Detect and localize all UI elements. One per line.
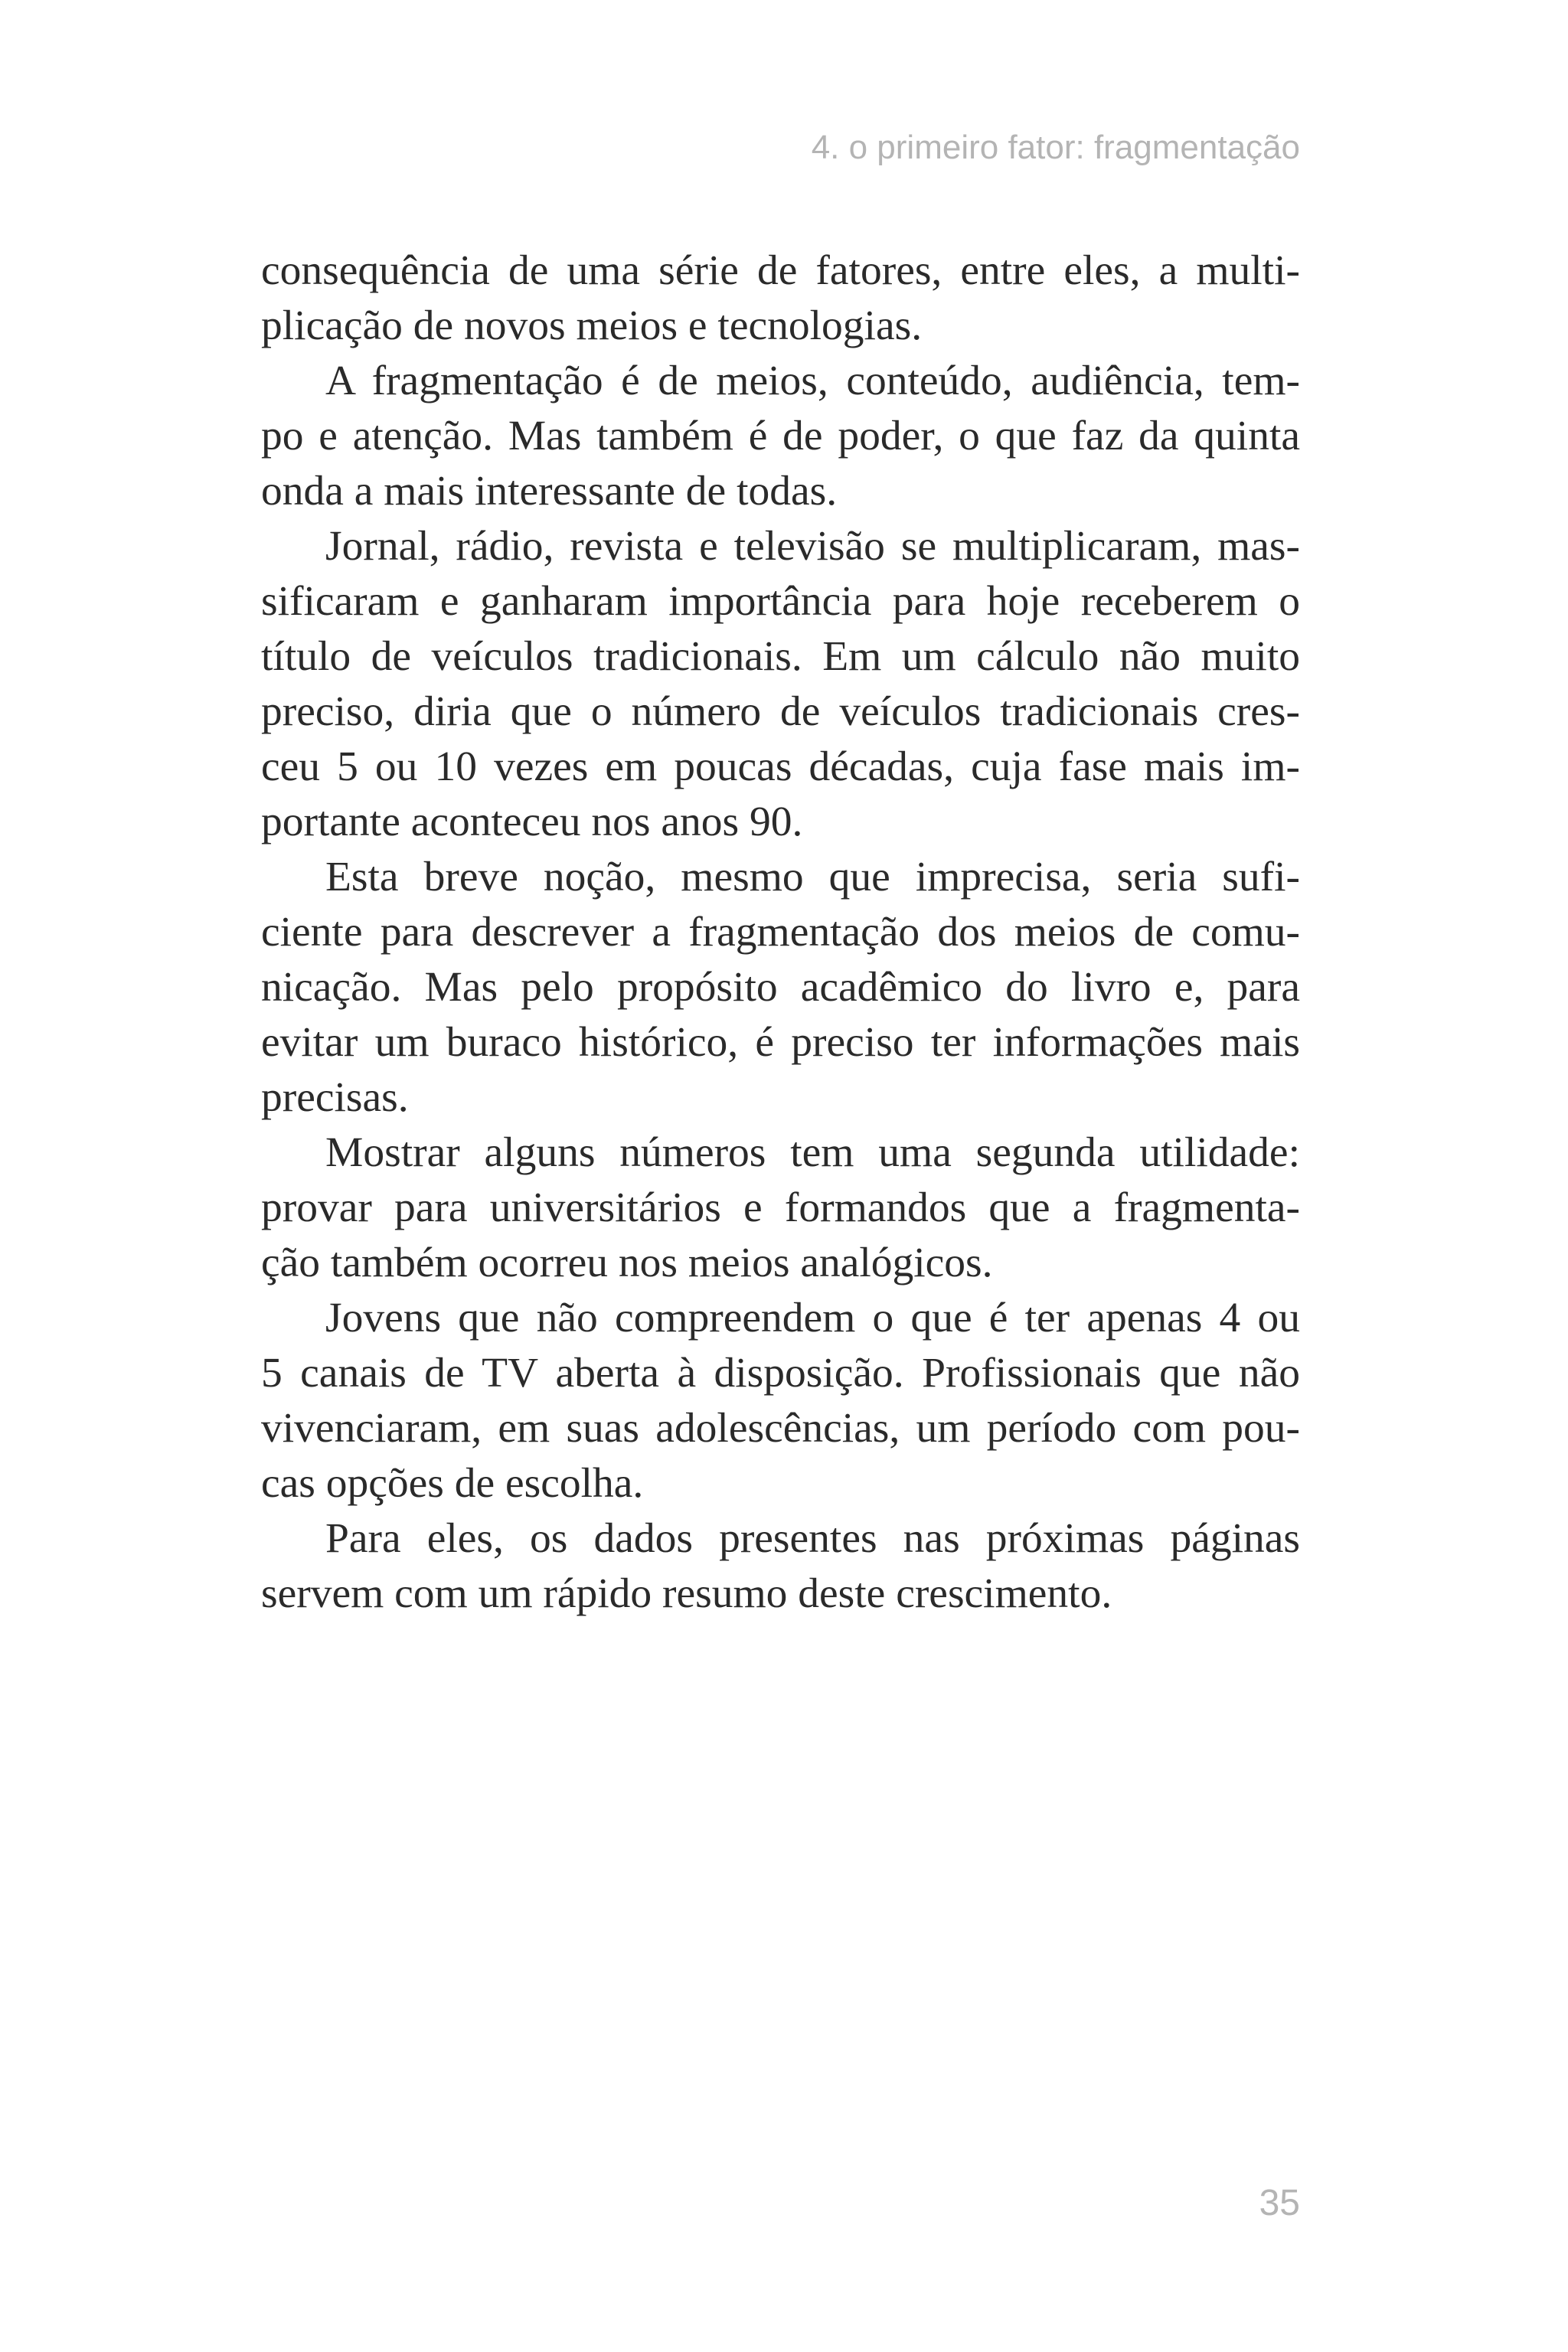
text-line: Jornal, rádio, revista e televisão se multiplicaram, mas- (325, 523, 1300, 570)
text-line: ceu 5 ou 10 vezes em poucas décadas, cuja fase mais im- (261, 743, 1300, 790)
text-line: vivenciaram, em suas adolescências, um período com pou- (261, 1405, 1300, 1452)
paragraph-2 (261, 354, 1300, 519)
text-line: cas opções de escolha. (261, 1460, 644, 1507)
text-line: provar para universitários e formandos que a fragmenta- (261, 1184, 1300, 1231)
text-line: sificaram e ganharam importância para hoje receberem o (261, 578, 1300, 625)
text-line: po e atenção. Mas também é de poder, o que faz da quinta (261, 413, 1300, 459)
text-line: ciente para descrever a fragmentação dos meios de comu- (261, 909, 1300, 956)
text-line: 5 canais de TV aberta à disposição. Profissionais que não (261, 1350, 1300, 1396)
text-line: ção também ocorreu nos meios analógicos. (261, 1240, 993, 1286)
text-line: consequência de uma série de fatores, entre eles, a multi- (261, 247, 1300, 294)
text-line: A fragmentação é de meios, conteúdo, audiência, tem- (325, 358, 1300, 404)
text-line: nicação. Mas pelo propósito acadêmico do livro e, para (261, 964, 1300, 1011)
paragraph-5 (261, 1125, 1300, 1291)
text-line: servem com um rápido resumo deste crescimento. (261, 1570, 1112, 1617)
paragraph-1 (261, 243, 1300, 354)
running-header: 4. o primeiro fator: fragmentação (811, 129, 1300, 166)
page-number: 35 (1259, 2183, 1300, 2223)
text-line: Esta breve noção, mesmo que imprecisa, seria sufi- (325, 854, 1300, 900)
paragraph-3 (261, 519, 1300, 850)
text-line: preciso, diria que o número de veículos tradicionais cres- (261, 688, 1300, 735)
body-text (261, 243, 1300, 1622)
text-line: evitar um buraco histórico, é preciso ter informações mais (261, 1019, 1300, 1066)
text-line: Para eles, os dados presentes nas próximas páginas (325, 1515, 1300, 1562)
text-line: Mostrar alguns números tem uma segunda utilidade: (325, 1129, 1300, 1176)
paragraph-4 (261, 850, 1300, 1125)
text-line: plicação de novos meios e tecnologias. (261, 302, 923, 349)
paragraph-6 (261, 1291, 1300, 1511)
paragraph-7 (261, 1511, 1300, 1622)
text-line: onda a mais interessante de todas. (261, 468, 838, 514)
text-line: Jovens que não compreendem o que é ter apenas 4 ou (325, 1295, 1300, 1341)
text-line: portante aconteceu nos anos 90. (261, 799, 803, 845)
text-line: precisas. (261, 1074, 409, 1121)
text-line: título de veículos tradicionais. Em um cálculo não muito (261, 633, 1300, 680)
